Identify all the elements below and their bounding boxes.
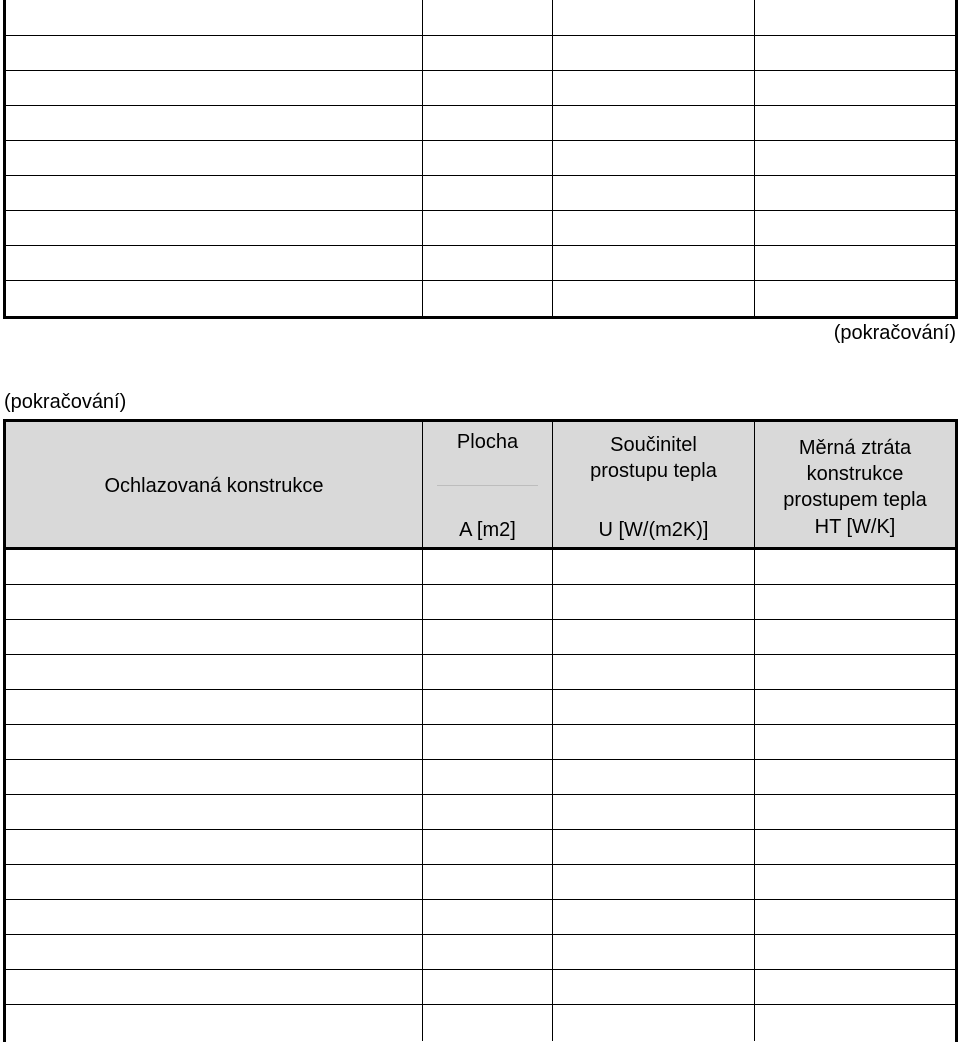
table-cell-empty[interactable]	[6, 211, 423, 245]
table-cell-empty[interactable]	[423, 71, 553, 105]
table-cell-empty[interactable]	[6, 830, 423, 864]
table-cell-empty[interactable]	[755, 690, 955, 724]
table-row	[6, 690, 955, 725]
table-cell-empty[interactable]	[423, 795, 553, 829]
table-row	[6, 36, 955, 71]
table-cell-empty[interactable]	[423, 935, 553, 969]
table-cell-empty[interactable]	[423, 585, 553, 619]
table-cell-empty[interactable]	[755, 71, 955, 105]
table-row	[6, 106, 955, 141]
table-cell-empty[interactable]	[755, 620, 955, 654]
table-top-fragment	[3, 0, 958, 319]
table-cell-empty[interactable]	[553, 690, 755, 724]
table-cell-empty[interactable]	[6, 0, 423, 35]
table-row	[6, 865, 955, 900]
table-cell-empty[interactable]	[553, 246, 755, 280]
table-cell-empty[interactable]	[553, 0, 755, 35]
table-cell-empty[interactable]	[553, 830, 755, 864]
table-cell-empty[interactable]	[6, 36, 423, 70]
table-row	[6, 760, 955, 795]
table-cell-empty[interactable]	[423, 865, 553, 899]
table-cell-empty[interactable]	[755, 725, 955, 759]
table-row	[6, 655, 955, 690]
continuation-note-top: (pokračování)	[833, 322, 956, 344]
table-cell-empty[interactable]	[755, 585, 955, 619]
table-cell-empty[interactable]	[755, 900, 955, 934]
header-u-value	[553, 422, 755, 547]
table-cell-empty[interactable]	[423, 36, 553, 70]
table-cell-empty[interactable]	[423, 550, 553, 584]
header-area-label: Plocha	[456, 431, 519, 453]
header-area-divider	[437, 485, 538, 486]
table-cell-empty[interactable]	[755, 106, 955, 140]
table-cell-empty[interactable]	[6, 865, 423, 899]
header-heat-loss	[755, 422, 955, 547]
table-cell-empty[interactable]	[6, 281, 423, 316]
table-cell-empty[interactable]	[423, 655, 553, 689]
table-row	[6, 935, 955, 970]
table-cell-empty[interactable]	[755, 550, 955, 584]
table-row	[6, 585, 955, 620]
header-area-unit: A [m2]	[459, 519, 516, 541]
table-cell-empty[interactable]	[553, 900, 755, 934]
table-cell-empty[interactable]	[6, 900, 423, 934]
heat-loss-table	[3, 419, 958, 1042]
table-cell-empty[interactable]	[755, 0, 955, 35]
header-ht-title	[755, 435, 955, 513]
table-cell-empty[interactable]	[6, 760, 423, 794]
table-cell-empty[interactable]	[553, 655, 755, 689]
table-cell-empty[interactable]	[423, 690, 553, 724]
table-cell-empty[interactable]	[6, 550, 423, 584]
header-u-title-line2: prostupu tepla	[590, 460, 717, 482]
table-cell-empty[interactable]	[6, 176, 423, 210]
continuation-note-heading: (pokračování)	[4, 391, 127, 413]
table-cell-empty[interactable]	[755, 281, 955, 316]
table-row	[6, 900, 955, 935]
table-cell-empty[interactable]	[755, 865, 955, 899]
table-row	[6, 795, 955, 830]
header-ht-title-line1: Měrná ztráta	[798, 437, 912, 459]
table-cell-empty[interactable]	[6, 71, 423, 105]
table-cell-empty[interactable]	[6, 725, 423, 759]
table-cell-empty[interactable]	[553, 281, 755, 316]
table-cell-empty[interactable]	[423, 211, 553, 245]
table-cell-empty[interactable]	[553, 865, 755, 899]
table-row	[6, 620, 955, 655]
table-cell-empty[interactable]	[553, 935, 755, 969]
table-cell-empty[interactable]	[423, 106, 553, 140]
table-cell-empty[interactable]	[6, 246, 423, 280]
table-cell-empty[interactable]	[423, 830, 553, 864]
table-cell-empty[interactable]	[6, 1005, 423, 1041]
table-cell-empty[interactable]	[755, 830, 955, 864]
table-cell-empty[interactable]	[6, 106, 423, 140]
table-cell-empty[interactable]	[6, 585, 423, 619]
table-row	[6, 970, 955, 1005]
table-cell-empty[interactable]	[553, 725, 755, 759]
table-cell-empty[interactable]	[553, 1005, 755, 1041]
table-row	[6, 141, 955, 176]
table-cell-empty[interactable]	[553, 36, 755, 70]
table-cell-empty[interactable]	[553, 760, 755, 794]
table-cell-empty[interactable]	[6, 620, 423, 654]
table-cell-empty[interactable]	[423, 246, 553, 280]
table-cell-empty[interactable]	[423, 281, 553, 316]
header-ht-unit: HT [W/K]	[814, 516, 896, 538]
table-row	[6, 71, 955, 106]
table-row	[6, 281, 955, 316]
table-cell-empty[interactable]	[423, 725, 553, 759]
table-header-row	[6, 422, 955, 550]
table-cell-empty[interactable]	[423, 900, 553, 934]
table-row	[6, 246, 955, 281]
table-cell-empty[interactable]	[6, 795, 423, 829]
table-cell-empty[interactable]	[553, 71, 755, 105]
table-cell-empty[interactable]	[755, 655, 955, 689]
table-row	[6, 211, 955, 246]
table-cell-empty[interactable]	[423, 141, 553, 175]
table-cell-empty[interactable]	[755, 970, 955, 1004]
table-cell-empty[interactable]	[423, 620, 553, 654]
table-cell-empty[interactable]	[423, 1005, 553, 1041]
header-u-unit: U [W/(m2K)]	[598, 519, 709, 541]
table-cell-empty[interactable]	[755, 935, 955, 969]
table-cell-empty[interactable]	[6, 655, 423, 689]
table-cell-empty[interactable]	[553, 795, 755, 829]
table-cell-empty[interactable]	[553, 970, 755, 1004]
table-cell-empty[interactable]	[6, 970, 423, 1004]
table-cell-empty[interactable]	[553, 106, 755, 140]
table-cell-empty[interactable]	[755, 176, 955, 210]
header-u-title-line1: Součinitel	[610, 434, 697, 456]
table-cell-empty[interactable]	[553, 585, 755, 619]
table-row	[6, 1005, 955, 1041]
table-row	[6, 550, 955, 585]
header-construction	[6, 422, 423, 547]
header-area	[423, 422, 553, 547]
table-cell-empty[interactable]	[755, 795, 955, 829]
table-cell-empty[interactable]	[423, 0, 553, 35]
table-cell-empty[interactable]	[553, 211, 755, 245]
table-cell-empty[interactable]	[755, 211, 955, 245]
header-construction-label: Ochlazovaná konstrukce	[104, 475, 324, 497]
table-cell-empty[interactable]	[755, 760, 955, 794]
table-row	[6, 176, 955, 211]
table-cell-empty[interactable]	[6, 690, 423, 724]
table-cell-empty[interactable]	[6, 935, 423, 969]
header-u-title	[553, 432, 754, 484]
table-cell-empty[interactable]	[423, 760, 553, 794]
table-cell-empty[interactable]	[553, 550, 755, 584]
table-cell-empty[interactable]	[553, 176, 755, 210]
table-cell-empty[interactable]	[423, 970, 553, 1004]
table-row	[6, 725, 955, 760]
table-cell-empty[interactable]	[755, 246, 955, 280]
table-cell-empty[interactable]	[553, 141, 755, 175]
table-row	[6, 830, 955, 865]
table-cell-empty[interactable]	[6, 141, 423, 175]
table-cell-empty[interactable]	[423, 176, 553, 210]
header-ht-title-line3: prostupem tepla	[783, 489, 927, 511]
table-cell-empty[interactable]	[755, 1005, 955, 1041]
table-cell-empty[interactable]	[755, 36, 955, 70]
table-cell-empty[interactable]	[755, 141, 955, 175]
header-ht-title-line2: konstrukce	[806, 463, 904, 485]
table-cell-empty[interactable]	[553, 620, 755, 654]
table-row	[6, 0, 955, 36]
